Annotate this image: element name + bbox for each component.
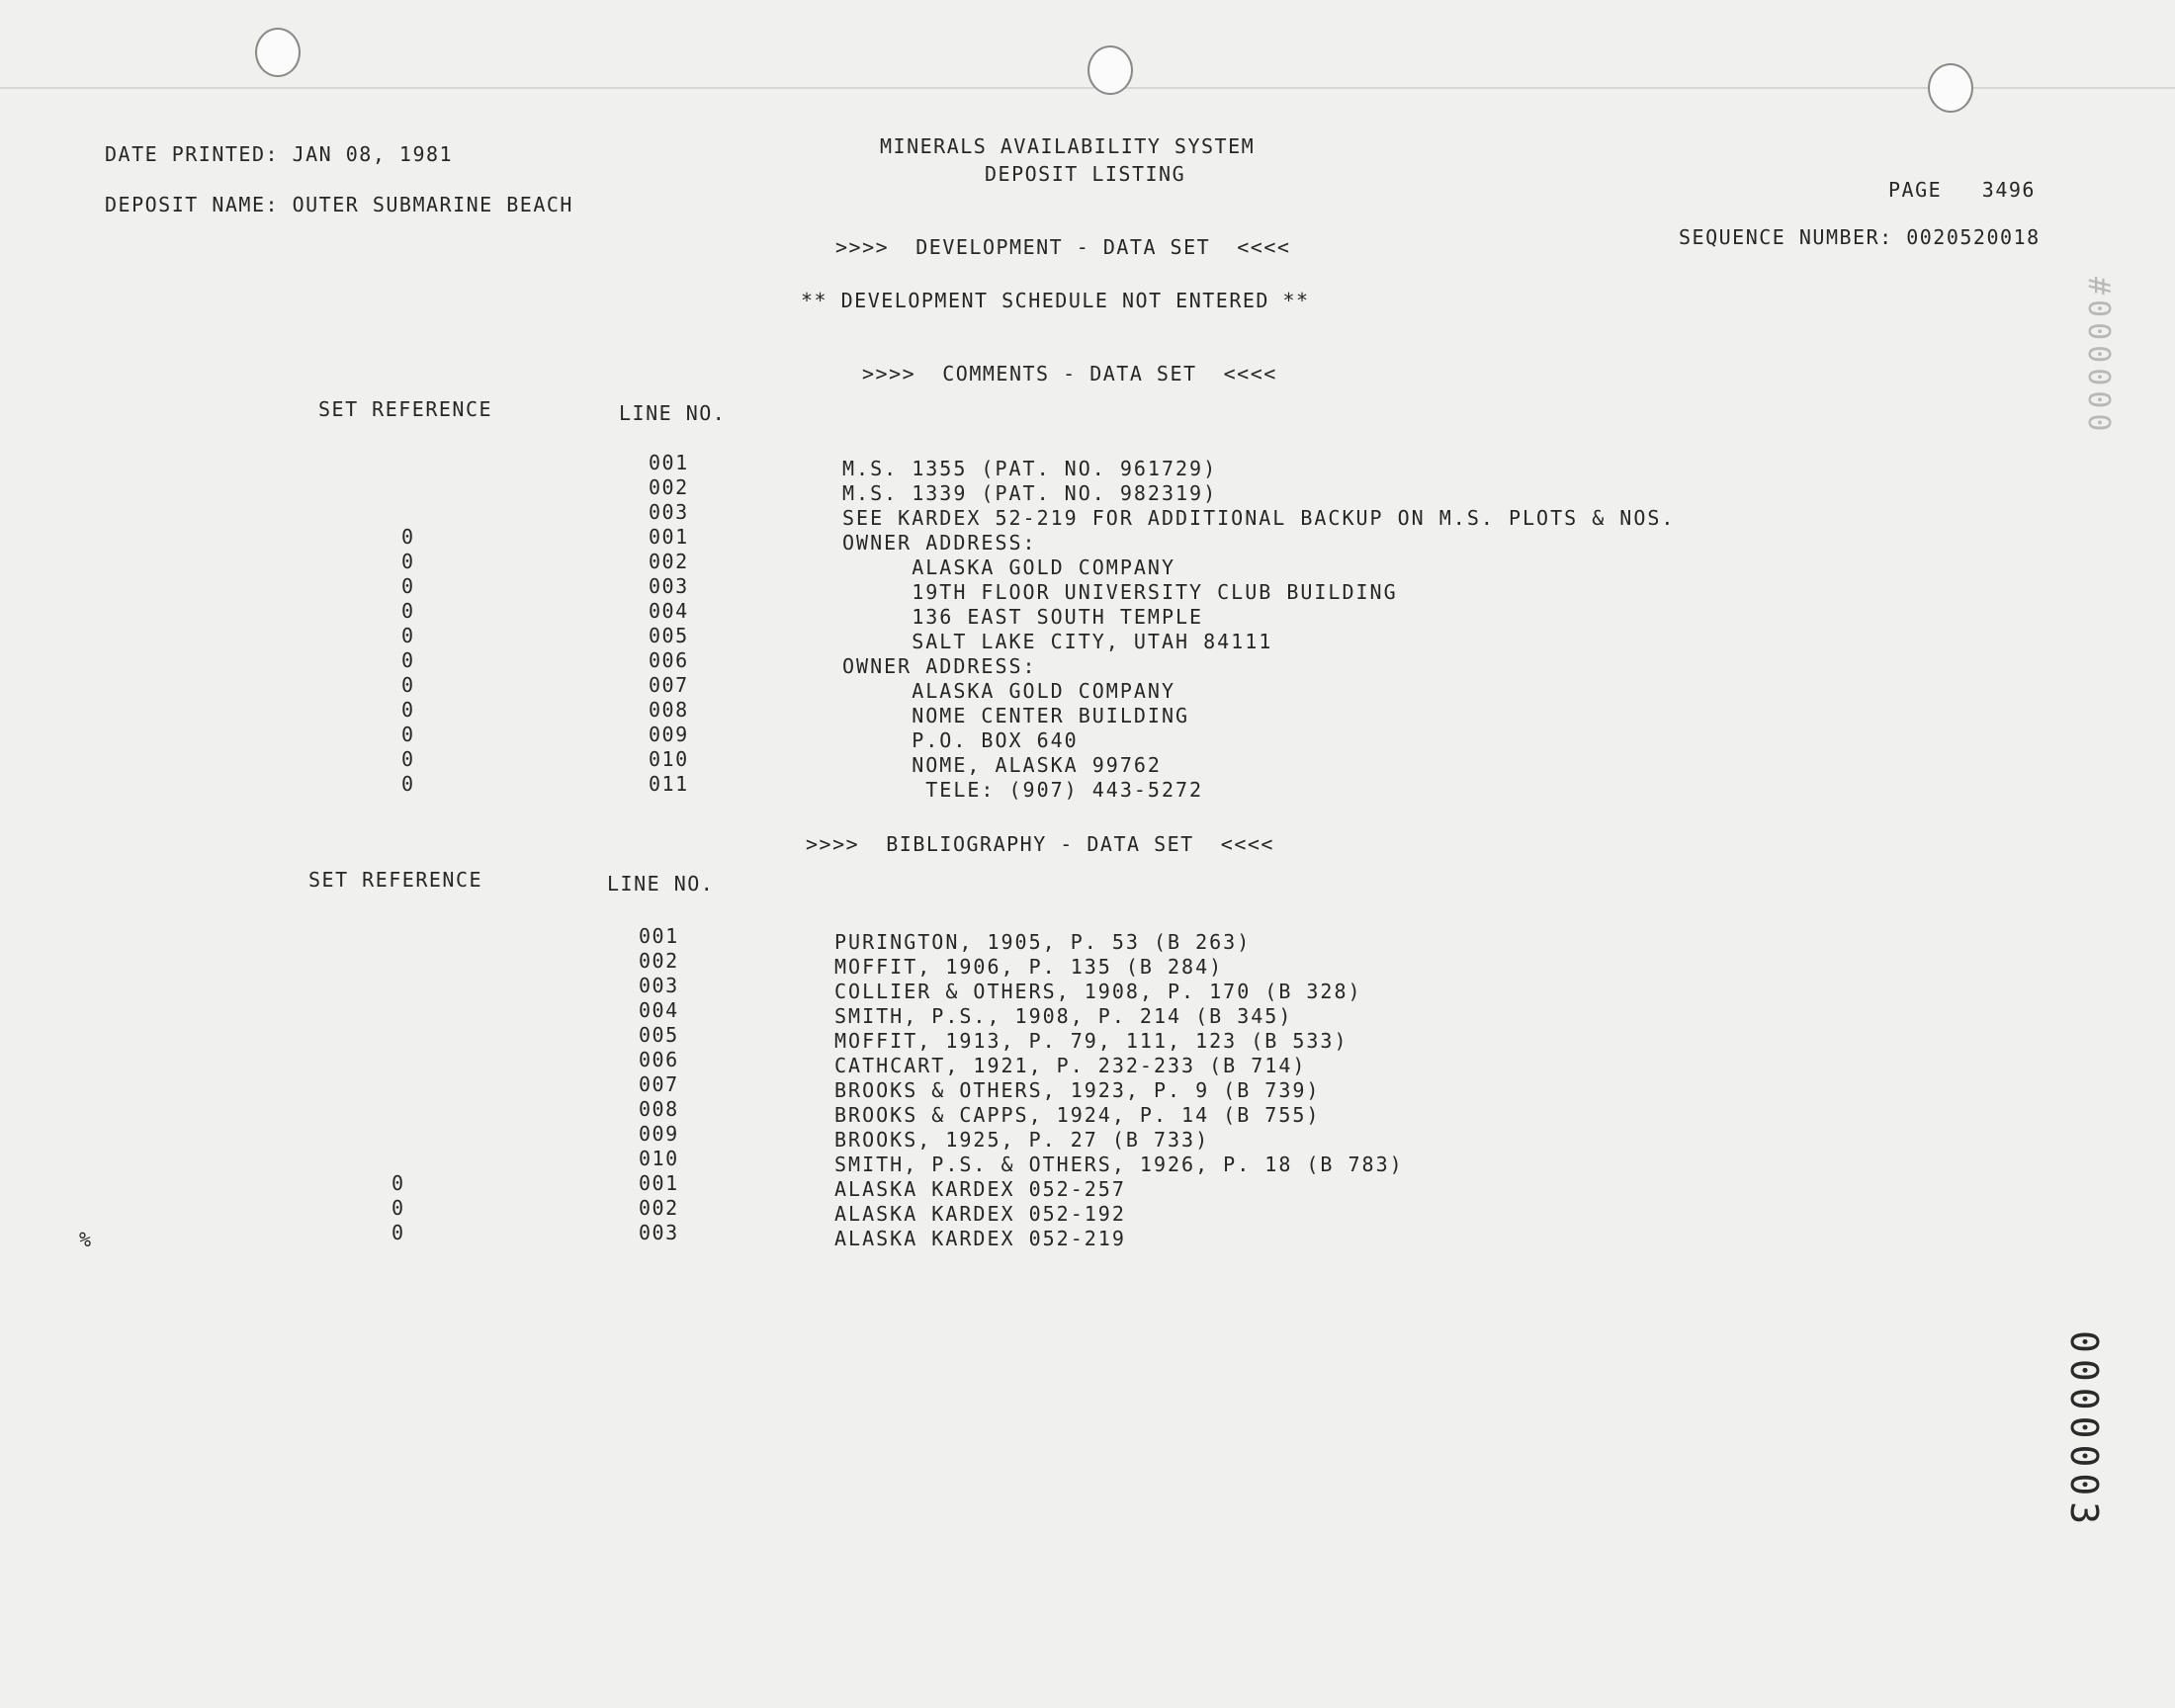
comments-line-no: 005 <box>649 624 689 647</box>
comments-line-no: 008 <box>649 698 689 722</box>
comments-set-ref: 0 <box>400 673 414 697</box>
comments-line-column <box>649 451 689 797</box>
frame-number: 0000003 <box>2062 1330 2106 1531</box>
comments-set-column <box>388 451 427 797</box>
comments-set-reference-header: SET REFERENCE <box>318 397 493 421</box>
faint-frame-number: #000000 <box>2081 277 2116 437</box>
bibliography-line-no: 007 <box>639 1072 679 1096</box>
comments-line-no: 007 <box>649 673 689 697</box>
bibliography-set-reference-header: SET REFERENCE <box>308 868 483 892</box>
comments-line-no: 010 <box>649 747 689 771</box>
sequence-number: SEQUENCE NUMBER: 0020520018 <box>1679 225 2041 249</box>
page-number: PAGE 3496 <box>1888 178 2036 202</box>
bibliography-set-ref <box>378 1147 417 1171</box>
bibliography-set-ref <box>378 949 417 974</box>
bibliography-line-no: 008 <box>639 1097 679 1121</box>
bibliography-line-no: 006 <box>639 1048 679 1071</box>
development-note: ** DEVELOPMENT SCHEDULE NOT ENTERED ** <box>801 289 1310 312</box>
comments-line-no: 004 <box>649 599 689 623</box>
comments-line-no: 003 <box>649 574 689 598</box>
bibliography-entry-text: PURINGTON, 1905, P. 53 (B 263) <box>834 930 1252 954</box>
bibliography-line-column <box>639 924 679 1245</box>
bibliography-set-ref <box>378 974 417 998</box>
listing-title: DEPOSIT LISTING <box>985 162 1186 186</box>
bibliography-entry-text: MOFFIT, 1906, P. 135 (B 284) <box>834 955 1224 979</box>
comments-entry-text: M.S. 1355 (PAT. NO. 961729) <box>842 457 1218 480</box>
comments-line-no: 006 <box>649 648 689 672</box>
bibliography-line-no: 002 <box>639 949 679 973</box>
bibliography-set-ref <box>378 1097 417 1122</box>
comments-set-ref: 0 <box>400 574 414 598</box>
comments-line-no: 001 <box>649 451 689 474</box>
comments-set-ref: 0 <box>400 550 414 573</box>
comments-line-no: 002 <box>649 475 689 499</box>
bibliography-text-column <box>834 930 1404 1251</box>
comments-entry-text: TELE: (907) 443-5272 <box>842 778 1204 802</box>
comments-line-no: 003 <box>649 500 689 524</box>
system-title: MINERALS AVAILABILITY SYSTEM <box>880 134 1256 158</box>
bibliography-line-no: 001 <box>639 924 679 948</box>
bibliography-line-no: 002 <box>639 1196 679 1220</box>
bibliography-heading: >>>> BIBLIOGRAPHY - DATA SET <<<< <box>806 832 1274 856</box>
comments-heading: >>>> COMMENTS - DATA SET <<<< <box>862 362 1277 385</box>
bibliography-entry-text: ALASKA KARDEX 052-219 <box>834 1227 1126 1250</box>
comments-entry-text: NOME, ALASKA 99762 <box>842 753 1162 777</box>
bibliography-entry-text: SMITH, P.S., 1908, P. 214 (B 345) <box>834 1004 1293 1028</box>
perforation-line <box>0 87 2175 89</box>
bibliography-line-no: 005 <box>639 1023 679 1047</box>
comments-set-ref <box>388 500 427 525</box>
bibliography-set-ref: 0 <box>391 1196 404 1220</box>
comments-set-ref: 0 <box>400 747 414 771</box>
bibliography-line-no: 010 <box>639 1147 679 1170</box>
bibliography-set-ref <box>378 1048 417 1072</box>
bibliography-line-no: 003 <box>639 1221 679 1244</box>
comments-entry-text: 136 EAST SOUTH TEMPLE <box>842 605 1204 629</box>
comments-entry-text: OWNER ADDRESS: <box>842 654 1037 678</box>
bibliography-set-ref <box>378 998 417 1023</box>
bibliography-entry-text: BROOKS & OTHERS, 1923, P. 9 (B 739) <box>834 1078 1321 1102</box>
comments-set-ref <box>388 475 427 500</box>
comments-line-no-header: LINE NO. <box>619 401 727 425</box>
comments-line-no: 011 <box>649 772 689 796</box>
bibliography-set-ref <box>378 1072 417 1097</box>
bibliography-line-no: 001 <box>639 1171 679 1195</box>
bibliography-set-ref <box>378 1023 417 1048</box>
comments-line-no: 002 <box>649 550 689 573</box>
bibliography-entry-text: SMITH, P.S. & OTHERS, 1926, P. 18 (B 783) <box>834 1153 1404 1176</box>
bibliography-line-no: 009 <box>639 1122 679 1146</box>
comments-set-ref: 0 <box>400 772 414 796</box>
percent-mark: % <box>79 1228 93 1251</box>
comments-set-ref: 0 <box>400 525 414 549</box>
development-heading: >>>> DEVELOPMENT - DATA SET <<<< <box>835 235 1291 259</box>
binder-hole-left <box>255 28 301 77</box>
comments-text-column <box>842 457 1675 803</box>
comments-entry-text: OWNER ADDRESS: <box>842 531 1037 555</box>
date-printed: DATE PRINTED: JAN 08, 1981 <box>105 142 454 166</box>
binder-hole-right <box>1928 63 1973 113</box>
bibliography-set-ref <box>378 924 417 949</box>
bibliography-set-ref <box>378 1122 417 1147</box>
bibliography-entry-text: BROOKS, 1925, P. 27 (B 733) <box>834 1128 1210 1152</box>
comments-set-ref: 0 <box>400 599 414 623</box>
bibliography-line-no-header: LINE NO. <box>607 872 715 896</box>
comments-set-ref <box>388 451 427 475</box>
bibliography-entry-text: MOFFIT, 1913, P. 79, 111, 123 (B 533) <box>834 1029 1348 1053</box>
comments-entry-text: P.O. BOX 640 <box>842 728 1079 752</box>
bibliography-set-ref: 0 <box>391 1221 404 1244</box>
bibliography-line-no: 004 <box>639 998 679 1022</box>
comments-entry-text: SALT LAKE CITY, UTAH 84111 <box>842 630 1273 653</box>
comments-entry-text: SEE KARDEX 52-219 FOR ADDITIONAL BACKUP ON M.S. PLOTS & NOS. <box>842 506 1676 530</box>
comments-entry-text: 19TH FLOOR UNIVERSITY CLUB BUILDING <box>842 580 1398 604</box>
comments-set-ref: 0 <box>400 648 414 672</box>
bibliography-entry-text: ALASKA KARDEX 052-192 <box>834 1202 1126 1226</box>
bibliography-line-no: 003 <box>639 974 679 997</box>
bibliography-set-ref: 0 <box>391 1171 404 1195</box>
comments-set-ref: 0 <box>400 624 414 647</box>
comments-entry-text: ALASKA GOLD COMPANY <box>842 679 1175 703</box>
bibliography-entry-text: COLLIER & OTHERS, 1908, P. 170 (B 328) <box>834 980 1362 1003</box>
comments-line-no: 009 <box>649 723 689 746</box>
bibliography-entry-text: BROOKS & CAPPS, 1924, P. 14 (B 755) <box>834 1103 1321 1127</box>
bibliography-set-column <box>378 924 417 1245</box>
comments-entry-text: ALASKA GOLD COMPANY <box>842 555 1175 579</box>
comments-line-no: 001 <box>649 525 689 549</box>
comments-set-ref: 0 <box>400 723 414 746</box>
binder-hole-center <box>1088 45 1133 95</box>
comments-entry-text: NOME CENTER BUILDING <box>842 704 1190 727</box>
deposit-name: DEPOSIT NAME: OUTER SUBMARINE BEACH <box>105 193 573 216</box>
bibliography-entry-text: ALASKA KARDEX 052-257 <box>834 1177 1126 1201</box>
comments-entry-text: M.S. 1339 (PAT. NO. 982319) <box>842 481 1218 505</box>
comments-set-ref: 0 <box>400 698 414 722</box>
bibliography-entry-text: CATHCART, 1921, P. 232-233 (B 714) <box>834 1054 1307 1077</box>
